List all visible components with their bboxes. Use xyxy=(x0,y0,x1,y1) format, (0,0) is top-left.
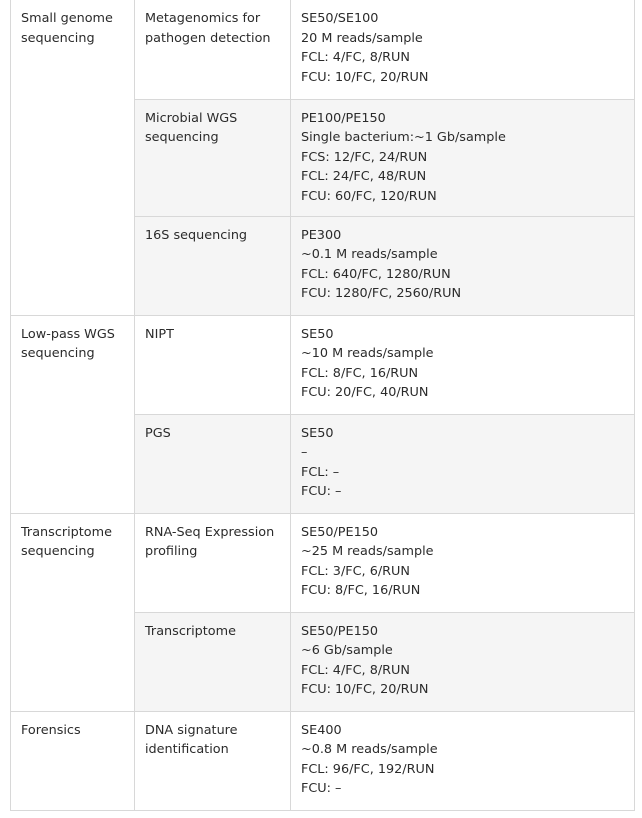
application-cell: Metagenomics for pathogen detection xyxy=(135,0,291,99)
category-cell: Forensics xyxy=(11,711,135,810)
detail-line: ~10 M reads/sample xyxy=(301,346,434,362)
detail-line: FCU: 10/FC, 20/RUN xyxy=(301,682,429,698)
detail-line: Single bacterium:~1 Gb/sample xyxy=(301,130,506,146)
application-cell: NIPT xyxy=(135,315,291,414)
table-row xyxy=(11,711,635,810)
detail-line: FCU: 20/FC, 40/RUN xyxy=(301,385,429,401)
detail-line: ~6 Gb/sample xyxy=(301,643,393,659)
application-cell: PGS xyxy=(135,414,291,513)
category-cell: Small genome sequencing xyxy=(11,0,135,315)
detail-line: FCU: 10/FC, 20/RUN xyxy=(301,69,429,85)
spec-table-body xyxy=(11,0,635,810)
detail-line: FCL: 96/FC, 192/RUN xyxy=(301,761,435,777)
detail-line: SE50/PE150 xyxy=(301,623,379,639)
detail-line: PE300 xyxy=(301,227,342,243)
detail-line: ~0.1 M reads/sample xyxy=(301,247,438,263)
detail-line: SE400 xyxy=(301,722,342,738)
detail-line: SE50/SE100 xyxy=(301,11,379,26)
detail-line: FCU: 8/FC, 16/RUN xyxy=(301,583,421,599)
detail-line: FCU: 1280/FC, 2560/RUN xyxy=(301,286,462,302)
detail-line: ~25 M reads/sample xyxy=(301,544,434,560)
detail-line: FCL: 4/FC, 8/RUN xyxy=(301,50,410,66)
application-cell: Microbial WGS sequencing xyxy=(135,99,291,216)
detail-line: SE50 xyxy=(301,326,334,342)
details-cell xyxy=(291,711,635,810)
detail-line: SE50 xyxy=(301,425,334,441)
detail-line: FCU: – xyxy=(301,781,342,797)
table-row xyxy=(11,513,635,612)
details-cell xyxy=(291,99,635,216)
details-cell xyxy=(291,513,635,612)
details-cell xyxy=(291,0,635,99)
detail-line: 20 M reads/sample xyxy=(301,30,423,46)
table-row xyxy=(11,0,635,99)
detail-line: SE50/PE150 xyxy=(301,524,379,540)
table-row xyxy=(11,315,635,414)
detail-line: FCL: 3/FC, 6/RUN xyxy=(301,563,410,579)
detail-line: ~0.8 M reads/sample xyxy=(301,742,438,758)
detail-line: PE100/PE150 xyxy=(301,110,386,126)
category-cell: Transcriptome sequencing xyxy=(11,513,135,711)
details-cell xyxy=(291,612,635,711)
detail-line: – xyxy=(301,445,308,461)
details-cell xyxy=(291,315,635,414)
detail-line: FCL: 640/FC, 1280/RUN xyxy=(301,266,451,282)
sequencing-spec-table xyxy=(10,0,635,811)
detail-line: FCU: – xyxy=(301,484,342,500)
detail-line: FCL: 24/FC, 48/RUN xyxy=(301,169,427,185)
details-cell xyxy=(291,216,635,315)
category-cell: Low-pass WGS sequencing xyxy=(11,315,135,513)
detail-line: FCS: 12/FC, 24/RUN xyxy=(301,149,428,165)
application-cell: RNA-Seq Expression profiling xyxy=(135,513,291,612)
application-cell: 16S sequencing xyxy=(135,216,291,315)
detail-line: FCU: 60/FC, 120/RUN xyxy=(301,188,437,204)
detail-line: FCL: 4/FC, 8/RUN xyxy=(301,662,410,678)
application-cell: DNA signature identification xyxy=(135,711,291,810)
detail-line: FCL: – xyxy=(301,464,340,480)
details-cell xyxy=(291,414,635,513)
detail-line: FCL: 8/FC, 16/RUN xyxy=(301,365,419,381)
application-cell: Transcriptome xyxy=(135,612,291,711)
